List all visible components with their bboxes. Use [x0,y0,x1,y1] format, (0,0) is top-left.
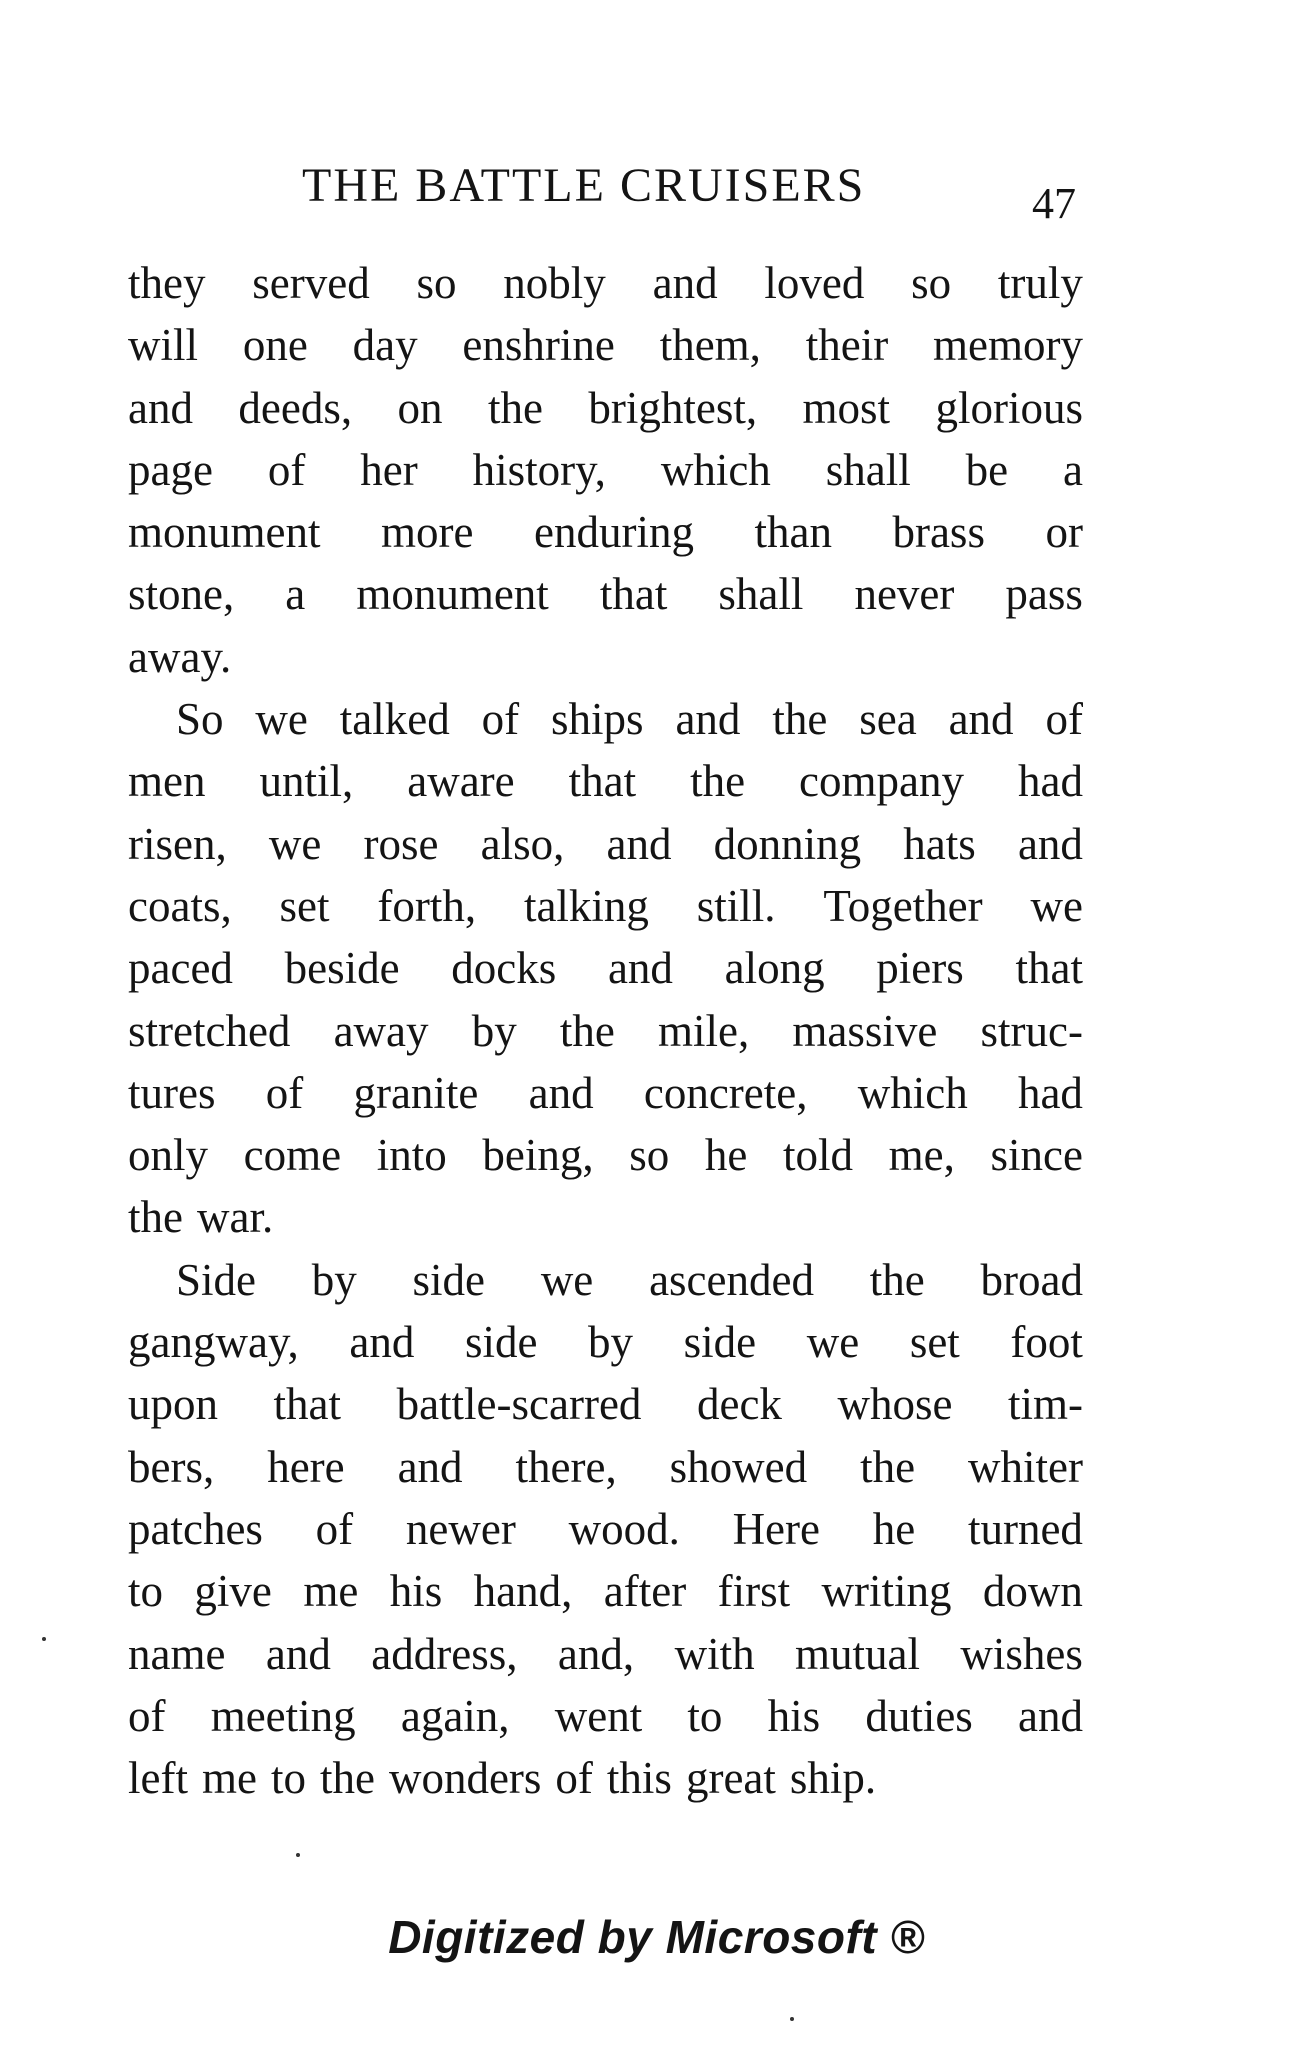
text-line: bers, here and there, showed the whiter [128,1441,1083,1492]
text-line: monument more enduring than brass or [128,507,1083,558]
text-line: Side by side we ascended the broad [176,1254,1083,1305]
text-line: coats, set forth, talking still. Together we [128,880,1083,931]
text-line: to give me his hand, after first writing down [128,1566,1083,1617]
text-line: the war. [128,1192,274,1243]
text-line: patches of newer wood. Here he turned [128,1503,1083,1554]
text-line: upon that battle-scarred deck whose tim- [128,1379,1083,1430]
text-line: page of her history, which shall be a [128,444,1083,495]
text-line: So we talked of ships and the sea and of [176,694,1083,745]
text-line: left me to the wonders of this great ship. [128,1753,877,1804]
text-line: away. [128,631,232,682]
digitized-watermark: Digitized by Microsoft ® [388,1911,925,1963]
scan-speck [42,1637,46,1641]
paragraph [128,252,1083,688]
text-line: will one day enshrine them, their memory [128,320,1083,371]
text-line: name and address, and, with mutual wishes [128,1628,1083,1679]
paragraph [128,688,1083,1249]
paragraph [128,1249,1083,1810]
text-line: paced beside docks and along piers that [128,943,1083,994]
text-line: gangway, and side by side we set foot [128,1317,1083,1368]
text-line: they served so nobly and loved so truly [128,258,1083,308]
running-head [0,158,1313,228]
text-line: of meeting again, went to his duties and [128,1690,1083,1741]
scan-speck [790,2017,794,2021]
text-line: and deeds, on the brightest, most glorious [128,382,1083,433]
scan-speck [296,1853,300,1857]
text-line: risen, we rose also, and donning hats and [128,818,1083,869]
text-line: only come into being, so he told me, since [128,1130,1083,1181]
text-line: men until, aware that the company had [128,756,1083,807]
text-line: tures of granite and concrete, which had [128,1067,1083,1118]
body-text [128,252,1083,1809]
text-line: stone, a monument that shall never pass [128,569,1083,620]
page-number: 47 [1032,179,1076,228]
text-line: stretched away by the mile, massive struc- [128,1005,1083,1056]
running-title: THE BATTLE CRUISERS [302,159,866,212]
